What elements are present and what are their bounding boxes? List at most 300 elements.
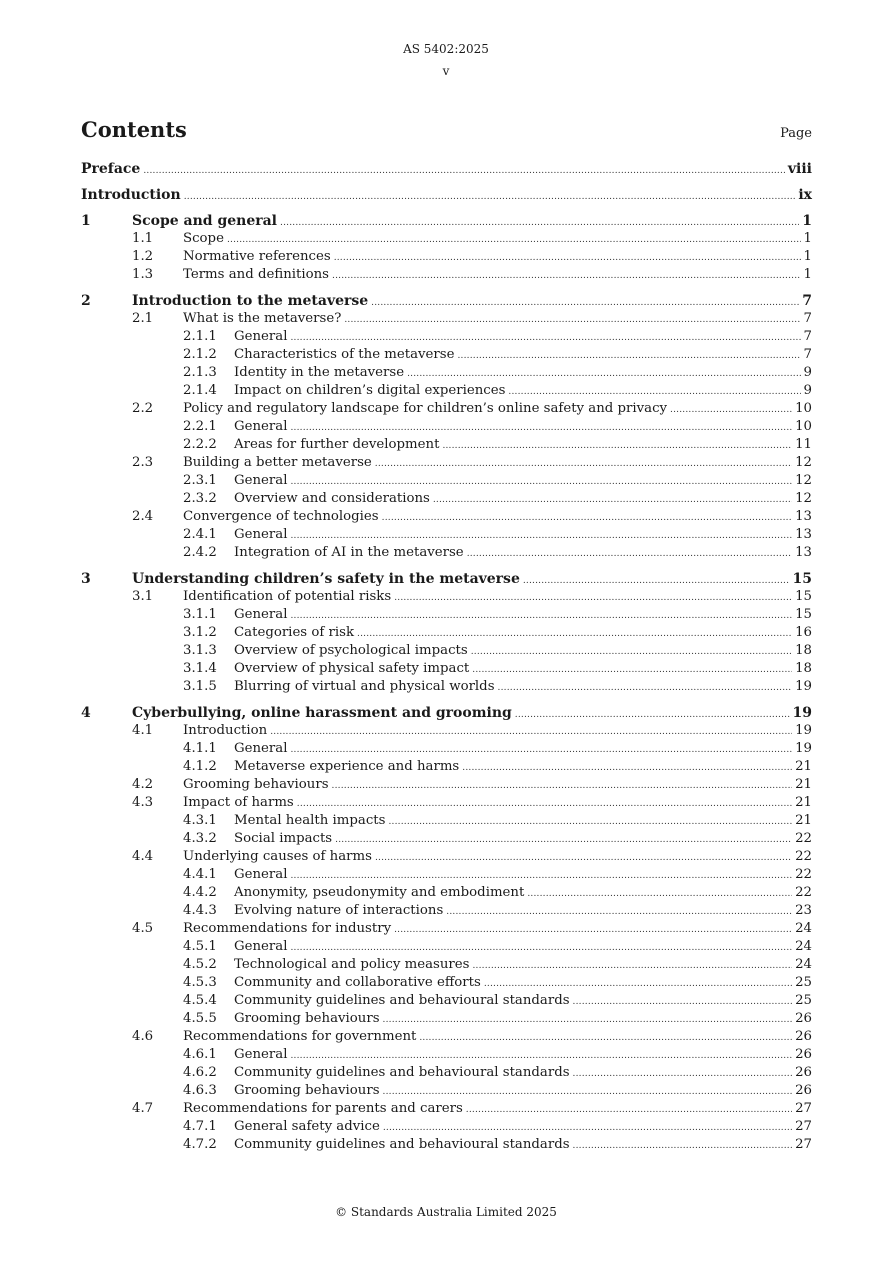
toc-entry-body: [183, 1028, 812, 1047]
toc-leader-dots: [394, 589, 792, 607]
toc-entry-number: 4.5.2: [183, 957, 217, 972]
toc-entry-number: 1.1: [132, 231, 154, 246]
toc-entry-number: 2: [81, 293, 91, 309]
toc-entry-body: [234, 992, 812, 1011]
toc-entry[interactable]: [81, 902, 812, 920]
toc-entry-title: Integration of AI in the metaverse: [234, 545, 464, 560]
toc-entry-page: 7: [803, 329, 812, 344]
toc-entry-title: Characteristics of the metaverse: [234, 347, 455, 362]
toc-entry-number: 4.7.1: [183, 1119, 217, 1134]
toc-leader-dots: [184, 188, 796, 206]
toc-leader-dots: [382, 509, 792, 527]
toc-entry-number: 4.6: [132, 1029, 154, 1044]
toc-leader-dots: [335, 831, 792, 849]
toc-leader-dots: [383, 1011, 793, 1029]
toc-entry-title: Categories of risk: [234, 625, 355, 640]
toc-entry-number: 2.1: [132, 311, 154, 326]
toc-entry-page: 9: [803, 383, 812, 398]
toc-entry-page: 21: [795, 813, 812, 828]
toc-entry-page: 26: [795, 1083, 812, 1098]
toc-leader-dots: [573, 1137, 793, 1155]
toc-entry-number: 2.1.4: [183, 383, 217, 398]
toc-entry-number: 4.5.4: [183, 993, 217, 1008]
toc-entry-body: [183, 848, 812, 867]
toc-leader-dots: [290, 939, 792, 957]
toc-entry-page: 23: [795, 903, 812, 918]
toc-leader-dots: [383, 1083, 793, 1101]
toc-entry-number: 2.4.1: [183, 527, 217, 542]
toc-leader-dots: [466, 1101, 792, 1119]
toc-entry-title: General: [234, 607, 288, 622]
toc-entry[interactable]: [81, 364, 812, 382]
toc-entry-number: 2.1.2: [183, 347, 217, 362]
toc-entry-page: 26: [795, 1047, 812, 1062]
toc-entry-title: General: [234, 419, 288, 434]
toc-entry-page: 7: [802, 293, 812, 309]
toc-entry-number: 2.2.1: [183, 419, 217, 434]
toc-leader-dots: [573, 1065, 793, 1083]
toc-leader-dots: [344, 311, 800, 329]
toc-entry-body: [234, 866, 812, 885]
toc-entry-body: [234, 624, 812, 643]
toc-entry-title: Underlying causes of harms: [183, 849, 372, 864]
toc-entry-title: General: [234, 473, 288, 488]
toc-entry-page: 19: [795, 679, 812, 694]
toc-entry[interactable]: [81, 1082, 812, 1100]
toc-entry-page: 19: [795, 741, 812, 756]
toc-entry-body: [234, 382, 812, 401]
toc-entry-number: 3.1.2: [183, 625, 217, 640]
toc-entry-number: 4.4.2: [183, 885, 217, 900]
toc-entry-title: Introduction: [81, 187, 181, 203]
toc-entry-title: General: [234, 527, 288, 542]
toc-entry-page: 15: [795, 589, 812, 604]
page-number: v: [442, 64, 450, 78]
toc-entry-body: [81, 160, 812, 180]
toc-entry-number: 4.5.5: [183, 1011, 217, 1026]
toc-entry-page: 27: [795, 1137, 812, 1152]
toc-entry-body: [132, 570, 812, 590]
toc-entry-body: [234, 472, 812, 491]
toc-entry[interactable]: [81, 992, 812, 1010]
toc-entry-title: Metaverse experience and harms: [234, 759, 460, 774]
toc-leader-dots: [484, 975, 792, 993]
toc-leader-dots: [290, 473, 792, 491]
toc-entry-title: Grooming behaviours: [234, 1011, 380, 1026]
toc-entry-page: 1: [803, 231, 812, 246]
toc-entry[interactable]: [81, 1118, 812, 1136]
toc-entry-page: 24: [795, 921, 812, 936]
toc-entry-page: ix: [798, 187, 812, 203]
toc-entry-page: 21: [795, 777, 812, 792]
toc-entry-body: [234, 436, 812, 455]
toc-entry[interactable]: [81, 722, 812, 740]
toc-entry-body: [183, 230, 812, 249]
toc-entry-body: [132, 212, 812, 232]
toc-entry-body: [234, 418, 812, 437]
toc-entry-body: [234, 956, 812, 975]
toc-leader-dots: [297, 795, 792, 813]
toc-entry-title: Grooming behaviours: [234, 1083, 380, 1098]
toc-entry-title: What is the metaverse?: [183, 311, 342, 326]
toc-entry-number: 3: [81, 571, 91, 587]
toc-entry-number: 4.3.2: [183, 831, 217, 846]
toc-entry-page: 22: [795, 867, 812, 882]
toc-entry-number: 2.4.2: [183, 545, 217, 560]
toc-entry-number: 4.4: [132, 849, 154, 864]
toc-leader-dots: [433, 491, 792, 509]
toc-entry-body: [234, 1118, 812, 1137]
toc-leader-dots: [527, 885, 792, 903]
toc-entry-title: Community guidelines and behavioural standards: [234, 1065, 570, 1080]
toc-entry[interactable]: [81, 508, 812, 526]
toc-entry-body: [234, 1082, 812, 1101]
toc-entry-title: Mental health impacts: [234, 813, 386, 828]
toc-entry-title: Normative references: [183, 249, 331, 264]
toc-entry-body: [183, 794, 812, 813]
toc-entry-title: Policy and regulatory landscape for children’s online safety and privacy: [183, 401, 668, 416]
toc-entry[interactable]: [81, 1064, 812, 1082]
toc-entry-body: [234, 902, 812, 921]
toc-entry[interactable]: [81, 544, 812, 562]
toc-entry-body: [234, 974, 812, 993]
toc-entry[interactable]: [81, 848, 812, 866]
toc-entry-page: 7: [803, 311, 812, 326]
toc-leader-dots: [383, 1119, 792, 1137]
toc-entry-body: [81, 186, 812, 206]
toc-leader-dots: [227, 231, 801, 249]
toc-entry-number: 4.5.1: [183, 939, 217, 954]
toc-entry-page: 22: [795, 885, 812, 900]
toc-entry[interactable]: [81, 292, 812, 310]
toc-leader-dots: [457, 347, 800, 365]
toc-leader-dots: [442, 437, 792, 455]
toc-entry-title: Cyberbullying, online harassment and grooming: [132, 705, 512, 721]
toc-leader-dots: [446, 903, 792, 921]
toc-entry-title: Building a better metaverse: [183, 455, 372, 470]
toc-entry[interactable]: [81, 660, 812, 678]
toc-entry-number: 4.3: [132, 795, 154, 810]
toc-entry-title: Social impacts: [234, 831, 333, 846]
toc-entry-title: Recommendations for government: [183, 1029, 417, 1044]
toc-entry-body: [234, 678, 812, 697]
toc-entry[interactable]: [81, 678, 812, 696]
toc-entry-page: 25: [795, 993, 812, 1008]
toc-entry-page: 9: [803, 365, 812, 380]
toc-entry-title: Introduction: [183, 723, 268, 738]
toc-leader-dots: [462, 759, 792, 777]
toc-entry-body: [234, 490, 812, 509]
toc-entry-page: 15: [795, 607, 812, 622]
toc-entry-page: 12: [795, 473, 812, 488]
toc-entry-page: 7: [803, 347, 812, 362]
toc-entry-body: [234, 740, 812, 759]
toc-entry-title: Community guidelines and behavioural standards: [234, 1137, 570, 1152]
toc-entry[interactable]: [81, 230, 812, 248]
toc-entry-number: 4.1.1: [183, 741, 217, 756]
toc-entry-body: [234, 1064, 812, 1083]
page-title: Contents: [81, 117, 187, 142]
toc-entry-title: Recommendations for parents and carers: [183, 1101, 463, 1116]
toc-leader-dots: [394, 921, 792, 939]
toc-entry-body: [183, 454, 812, 473]
toc-entry-number: 4.3.1: [183, 813, 217, 828]
toc-entry-body: [234, 544, 812, 563]
toc-entry-page: 26: [795, 1011, 812, 1026]
toc-entry-page: 15: [792, 571, 812, 587]
toc-leader-dots: [375, 849, 792, 867]
toc-entry-title: Overview of psychological impacts: [234, 643, 468, 658]
toc-entry-title: Introduction to the metaverse: [132, 293, 369, 309]
toc-leader-dots: [334, 249, 801, 267]
toc-entry-body: [234, 758, 812, 777]
toc-entry-number: 3.1.1: [183, 607, 217, 622]
toc-entry-page: 25: [795, 975, 812, 990]
toc-entry-number: 4.4.3: [183, 903, 217, 918]
toc-entry-body: [234, 642, 812, 661]
toc-entry[interactable]: [81, 186, 812, 204]
toc-leader-dots: [407, 365, 800, 383]
toc-entry[interactable]: [81, 758, 812, 776]
toc-leader-dots: [290, 741, 792, 759]
toc-entry-title: Convergence of technologies: [183, 509, 379, 524]
toc-entry-title: General safety advice: [234, 1119, 380, 1134]
toc-entry-title: Overview and considerations: [234, 491, 430, 506]
toc-entry-number: 2.1.3: [183, 365, 217, 380]
toc-entry[interactable]: [81, 1010, 812, 1028]
toc-entry-number: 3.1.5: [183, 679, 217, 694]
toc-entry[interactable]: [81, 1100, 812, 1118]
toc-entry-title: Overview of physical safety impact: [234, 661, 470, 676]
toc-leader-dots: [375, 455, 792, 473]
toc-entry-body: [183, 400, 812, 419]
toc-entry-body: [234, 1010, 812, 1029]
toc-entry[interactable]: [81, 704, 812, 722]
toc-entry[interactable]: [81, 830, 812, 848]
toc-entry-body: [234, 526, 812, 545]
toc-entry[interactable]: [81, 382, 812, 400]
toc-entry[interactable]: [81, 956, 812, 974]
toc-entry-title: General: [234, 867, 288, 882]
toc-entry-page: 13: [795, 527, 812, 542]
toc-entry-page: 13: [795, 545, 812, 560]
toc-entry[interactable]: [81, 812, 812, 830]
toc-entry-number: 3.1.3: [183, 643, 217, 658]
toc-entry-number: 4.1: [132, 723, 154, 738]
toc-entry-body: [234, 364, 812, 383]
toc-entry-page: 10: [795, 401, 812, 416]
toc-entry[interactable]: [81, 436, 812, 454]
toc-entry-page: 21: [795, 795, 812, 810]
toc-entry-body: [132, 704, 812, 724]
toc-entry-page: 10: [795, 419, 812, 434]
toc-entry-number: 3.1: [132, 589, 154, 604]
toc-entry-number: 1: [81, 213, 91, 229]
toc-leader-dots: [332, 777, 793, 795]
toc-entry-number: 2.2: [132, 401, 154, 416]
toc-entry-number: 3.1.4: [183, 661, 217, 676]
toc-entry-number: 4.4.1: [183, 867, 217, 882]
toc-entry[interactable]: [81, 418, 812, 436]
toc-entry[interactable]: [81, 884, 812, 902]
document-id: AS 5402:2025: [403, 42, 489, 56]
toc-leader-dots: [388, 813, 792, 831]
toc-entry[interactable]: [81, 642, 812, 660]
toc-entry-title: Grooming behaviours: [183, 777, 329, 792]
toc-leader-dots: [290, 527, 792, 545]
toc-entry[interactable]: [81, 490, 812, 508]
toc-entry-body: [234, 812, 812, 831]
toc-leader-dots: [290, 329, 800, 347]
toc-entry-page: 27: [795, 1101, 812, 1116]
toc-entry-page: 11: [795, 437, 812, 452]
toc-entry-body: [234, 938, 812, 957]
toc-entry[interactable]: [81, 400, 812, 418]
toc-entry-number: 4.6.2: [183, 1065, 217, 1080]
toc-entry[interactable]: [81, 1136, 812, 1154]
toc-entry[interactable]: [81, 606, 812, 624]
toc-entry-title: Areas for further development: [234, 437, 440, 452]
copyright-footer: © Standards Australia Limited 2025: [335, 1205, 557, 1219]
toc-entry-page: viii: [787, 161, 812, 177]
toc-entry-page: 1: [803, 249, 812, 264]
toc-entry[interactable]: [81, 570, 812, 588]
toc-entry[interactable]: [81, 794, 812, 812]
toc-entry[interactable]: [81, 472, 812, 490]
toc-entry-body: [132, 292, 812, 312]
toc-entry-page: 19: [792, 705, 812, 721]
toc-entry[interactable]: [81, 160, 812, 178]
toc-entry[interactable]: [81, 1028, 812, 1046]
toc-entry-body: [234, 1136, 812, 1155]
toc-entry-title: Impact on children’s digital experiences: [234, 383, 506, 398]
toc-entry-number: 2.3: [132, 455, 154, 470]
toc-leader-dots: [498, 679, 793, 697]
toc-leader-dots: [290, 607, 792, 625]
page-column-label: Page: [780, 126, 812, 141]
toc-entry-page: 18: [795, 643, 812, 658]
toc-entry-number: 2.3.1: [183, 473, 217, 488]
toc-leader-dots: [471, 643, 792, 661]
toc-entry-page: 1: [803, 267, 812, 282]
toc-entry-number: 4.7.2: [183, 1137, 217, 1152]
toc-entry[interactable]: [81, 310, 812, 328]
toc-entry-body: [234, 1046, 812, 1065]
toc-entry[interactable]: [81, 346, 812, 364]
toc-entry-page: 24: [795, 957, 812, 972]
toc-entry[interactable]: [81, 974, 812, 992]
toc-leader-dots: [508, 383, 800, 401]
toc-entry[interactable]: [81, 212, 812, 230]
toc-entry-body: [234, 660, 812, 679]
toc-entry-title: General: [234, 741, 288, 756]
toc-leader-dots: [419, 1029, 792, 1047]
toc-entry[interactable]: [81, 526, 812, 544]
toc-entry-number: 4.5: [132, 921, 154, 936]
toc-entry-title: Evolving nature of interactions: [234, 903, 444, 918]
toc-entry[interactable]: [81, 248, 812, 266]
toc-entry-title: Technological and policy measures: [234, 957, 470, 972]
toc-entry-title: Community guidelines and behavioural standards: [234, 993, 570, 1008]
toc-entry-number: 1.2: [132, 249, 154, 264]
toc-entry-body: [183, 508, 812, 527]
toc-leader-dots: [467, 545, 792, 563]
toc-entry[interactable]: [81, 328, 812, 346]
toc-leader-dots: [573, 993, 793, 1011]
toc-entry-body: [183, 266, 812, 285]
toc-entry-number: 4.7: [132, 1101, 154, 1116]
toc-entry-body: [234, 346, 812, 365]
toc-entry-number: 4.1.2: [183, 759, 217, 774]
toc-entry[interactable]: [81, 776, 812, 794]
toc-entry-title: Impact of harms: [183, 795, 294, 810]
toc-entry-page: 21: [795, 759, 812, 774]
toc-entry-number: 2.3.2: [183, 491, 217, 506]
toc-entry[interactable]: [81, 938, 812, 956]
toc-entry-title: General: [234, 939, 288, 954]
toc-entry[interactable]: [81, 588, 812, 606]
toc-entry-body: [183, 588, 812, 607]
toc-leader-dots: [290, 867, 792, 885]
toc-leader-dots: [143, 162, 785, 180]
toc-leader-dots: [332, 267, 801, 285]
toc-entry-title: Scope and general: [132, 213, 278, 229]
toc-entry-page: 26: [795, 1065, 812, 1080]
toc-entry-body: [183, 920, 812, 939]
toc-entry[interactable]: [81, 454, 812, 472]
toc-entry-number: 4.6.1: [183, 1047, 217, 1062]
toc-entry[interactable]: [81, 740, 812, 758]
toc-entry-page: 26: [795, 1029, 812, 1044]
toc-entry-title: Identity in the metaverse: [234, 365, 405, 380]
toc-entry-body: [234, 606, 812, 625]
toc-entry-body: [234, 830, 812, 849]
toc-entry-title: Identification of potential risks: [183, 589, 392, 604]
toc-entry-title: Scope: [183, 231, 224, 246]
toc-leader-dots: [290, 419, 792, 437]
toc-entry-title: Community and collaborative efforts: [234, 975, 481, 990]
toc-entry-page: 22: [795, 831, 812, 846]
toc-leader-dots: [472, 661, 792, 679]
toc-entry[interactable]: [81, 266, 812, 284]
toc-entry-page: 12: [795, 491, 812, 506]
toc-entry-title: General: [234, 329, 288, 344]
table-of-contents: [81, 160, 812, 1154]
toc-entry-number: 2.1.1: [183, 329, 217, 344]
toc-entry-number: 4: [81, 705, 91, 721]
toc-entry-number: 4.5.3: [183, 975, 217, 990]
toc-entry-title: Understanding children’s safety in the metaverse: [132, 571, 520, 587]
toc-entry-title: Preface: [81, 161, 141, 177]
toc-entry-title: Terms and definitions: [183, 267, 330, 282]
toc-entry-title: General: [234, 1047, 288, 1062]
toc-entry[interactable]: [81, 920, 812, 938]
toc-entry-page: 19: [795, 723, 812, 738]
toc-entry-page: 13: [795, 509, 812, 524]
toc-entry-body: [183, 248, 812, 267]
toc-entry[interactable]: [81, 866, 812, 884]
toc-leader-dots: [290, 1047, 792, 1065]
toc-entry[interactable]: [81, 624, 812, 642]
toc-entry[interactable]: [81, 1046, 812, 1064]
toc-entry-title: Anonymity, pseudonymity and embodiment: [234, 885, 525, 900]
toc-entry-page: 27: [795, 1119, 812, 1134]
toc-entry-number: 4.6.3: [183, 1083, 217, 1098]
toc-entry-title: Blurring of virtual and physical worlds: [234, 679, 495, 694]
toc-entry-body: [234, 328, 812, 347]
toc-entry-body: [234, 884, 812, 903]
toc-entry-body: [183, 722, 812, 741]
